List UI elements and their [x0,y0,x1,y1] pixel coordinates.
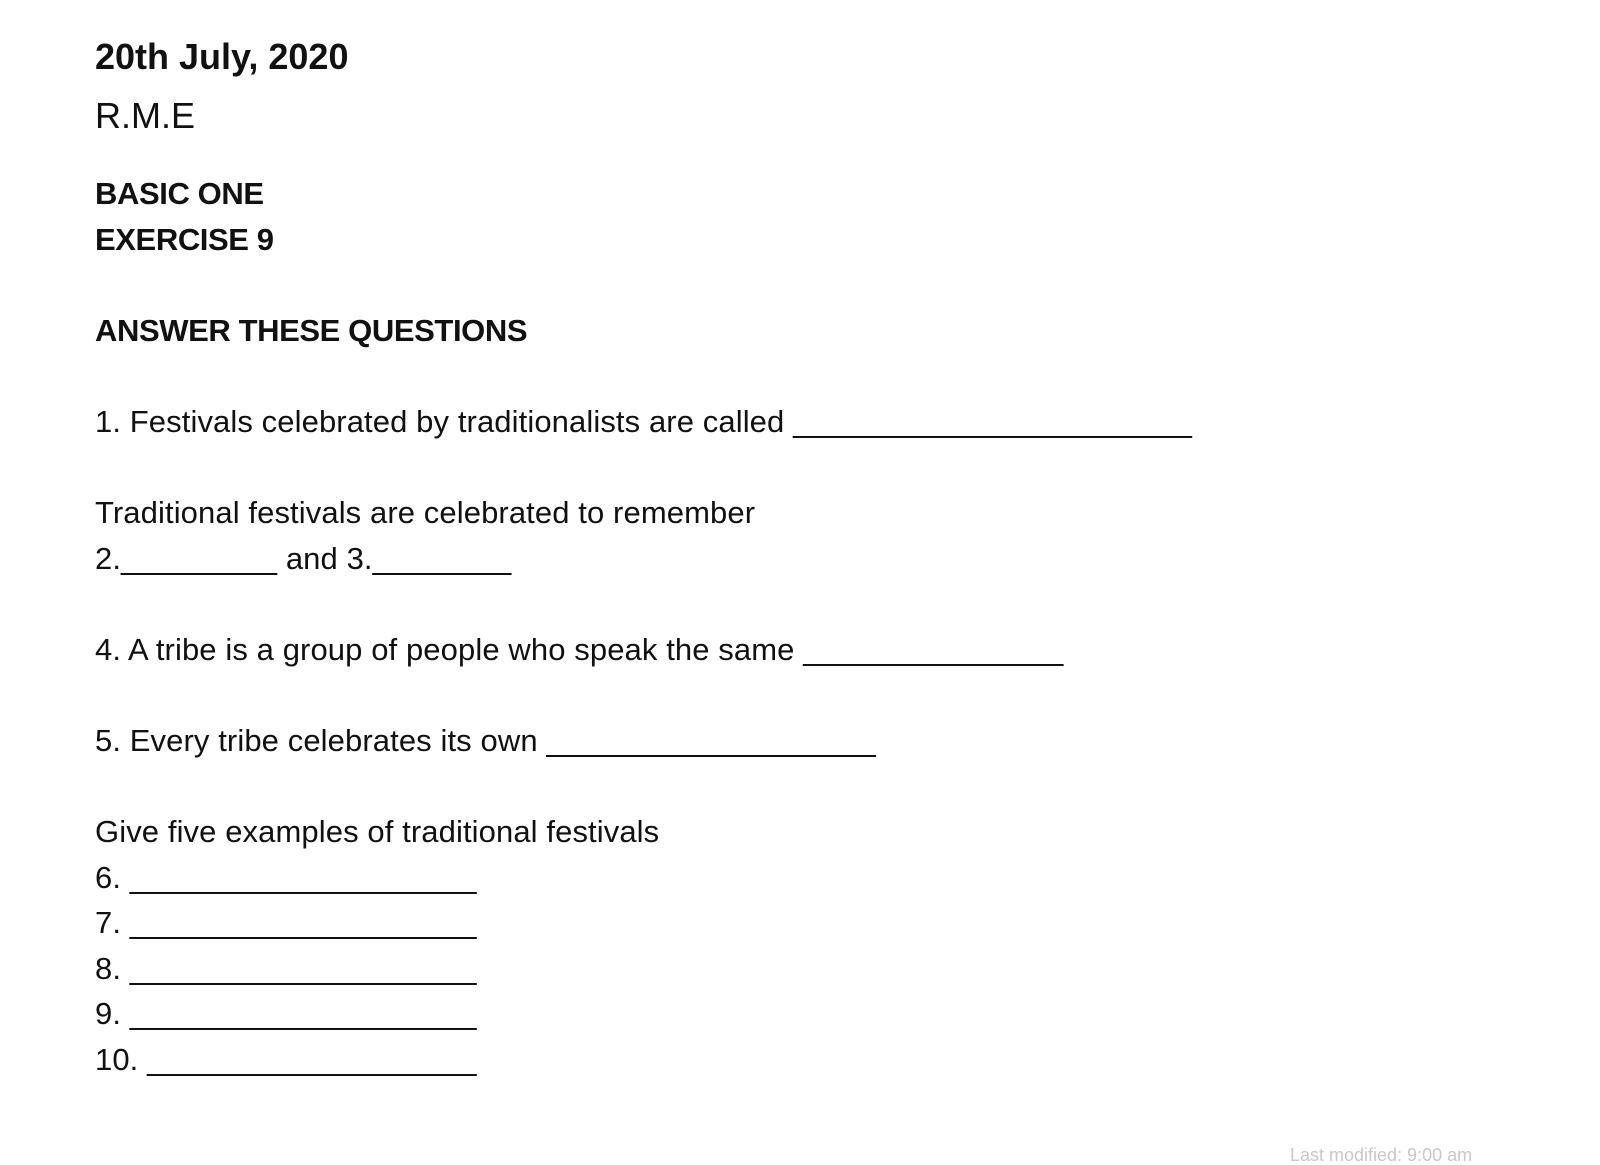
question-10: 10. ___________________ [95,1042,477,1077]
class-level: BASIC ONE [95,176,264,211]
last-modified-note: Last modified: 9:00 am [1290,1145,1473,1165]
question-1: 1. Festivals celebrated by traditionalists are called _______________________ [95,404,1192,439]
worksheet-date: 20th July, 2020 [95,36,349,77]
question-9: 9. ____________________ [95,996,477,1031]
question-8: 8. ____________________ [95,951,477,986]
question-4: 4. A tribe is a group of people who speak the same _______________ [95,632,1064,667]
worksheet-subject: R.M.E [95,95,196,136]
question-6: 6. ____________________ [95,860,477,895]
questions-6-10-intro: Give five examples of traditional festivals [95,814,660,849]
question-5: 5. Every tribe celebrates its own ___________________ [95,723,876,758]
question-7: 7. ____________________ [95,905,477,940]
questions-2-3-intro: Traditional festivals are celebrated to remember [95,495,756,530]
instructions-heading: ANSWER THESE QUESTIONS [95,313,528,348]
exercise-title: EXERCISE 9 [95,222,274,257]
questions-2-3: 2._________ and 3.________ [95,541,512,576]
